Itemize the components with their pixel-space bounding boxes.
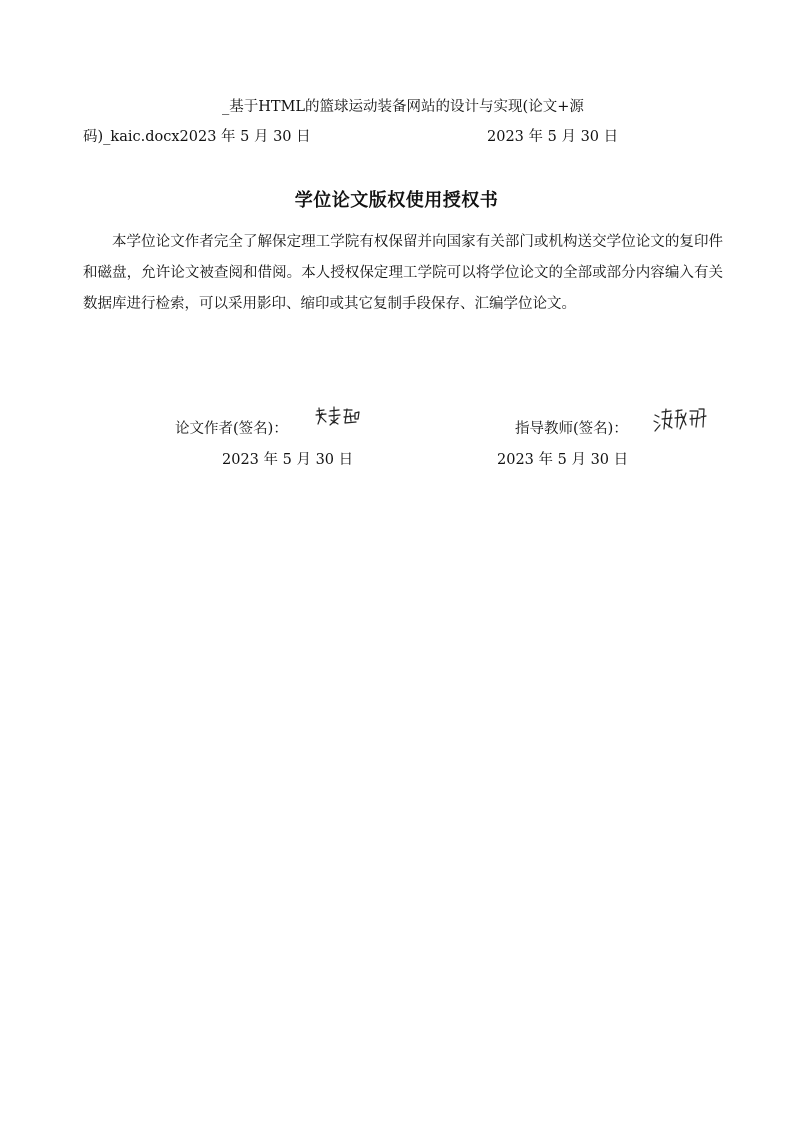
advisor-handwritten-signature (652, 405, 708, 435)
document-title: 学位论文版权使用授权书 (294, 190, 499, 211)
author-handwritten-signature (314, 405, 362, 431)
author-signature-label: 论文作者(签名)： (175, 421, 288, 437)
header-filename-line-1: _基于HTML的篮球运动装备网站的设计与实现(论文+源 (222, 99, 584, 115)
advisor-signature-date: 2023 年 5 月 30 日 (497, 452, 629, 468)
header-date-right: 2023 年 5 月 30 日 (487, 129, 619, 145)
header-filename-line-2: 码)_kaic.docx2023 年 5 月 30 日 (83, 129, 311, 145)
author-signature-date: 2023 年 5 月 30 日 (222, 452, 354, 468)
advisor-signature-label: 指导教师(签名)： (515, 421, 628, 437)
authorization-paragraph: 本学位论文作者完全了解保定理工学院有权保留并向国家有关部门或机构送交学位论文的复印件和磁盘，允许论文被查阅和借阅。本人授权保定理工学院可以将学位论文的全部或部分内容编入有关数据库进行检索，可以采用影印、缩印或其它复制手段保存、汇编学位论文。 (83, 234, 723, 312)
